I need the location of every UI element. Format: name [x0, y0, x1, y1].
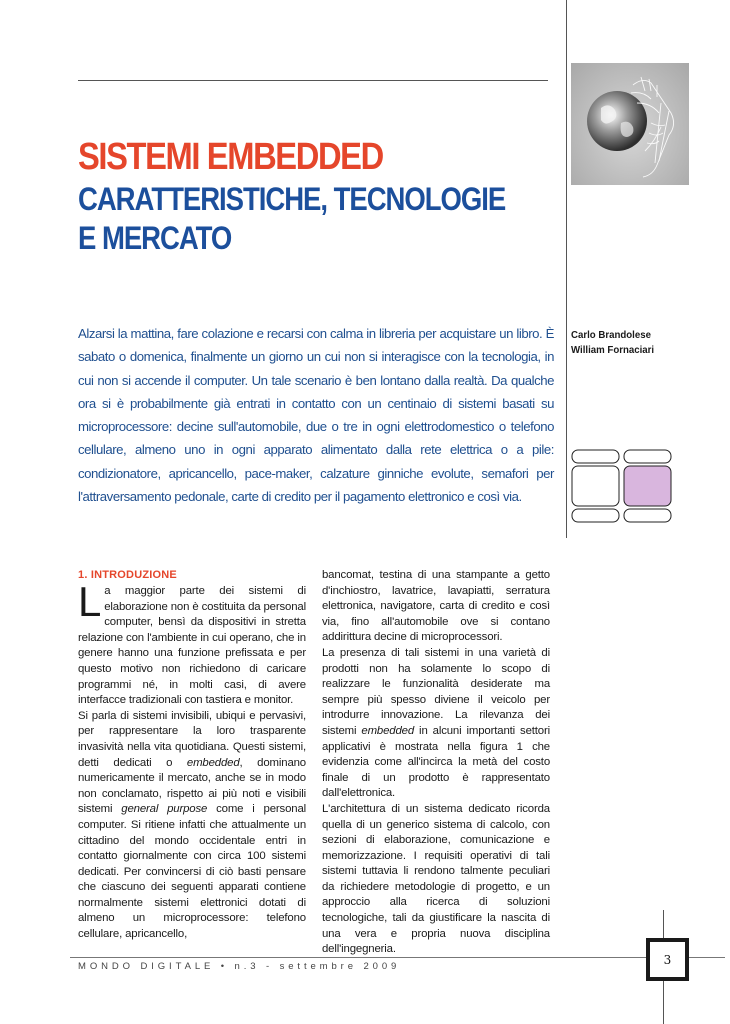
article-title: SISTEMI EMBEDDED — [78, 136, 383, 178]
author-list — [571, 328, 709, 358]
hand-globe-illustration — [571, 63, 689, 185]
paragraph: La presenza di tali sistemi in una varietà di prodotti non ha solamente lo scopo di realizzare le funzionalità desiderate ma sempre più spesso diviene il veicolo per introdurre innovazione. La rilevanza dei sistemi embedded in alcuni importanti settori applicativi è mostrata nella figura 1 che evidenzia come all'incirca la metà del costo finale di un prodotto è rappresentato dall'elettronica. — [322, 646, 551, 800]
article-subtitle — [78, 180, 560, 258]
author-name: Carlo Brandolese — [571, 329, 651, 341]
paragraph: La maggior parte dei sistemi di elaborazione non è costituita da personal computer, bensì da dispositivi in stretta relazione con l'ambiente in cui operano, che in genere hanno una funzione prefissata e per questo motivo non richiedono di caricare programmi né, in molti casi, di avere interfacce tradizionali con tastiera e monitor. — [78, 578, 306, 707]
page-number: 3 — [650, 942, 685, 977]
abstract: Alzarsi la mattina, fare colazione e recarsi con calma in libreria per acquistare un libro. È sabato o domenica, finalmente un giorno un cui non si interagisce con la tecnologia, in cui non si accende il computer. Un tale scenario è ben lontano dalla realtà. Da qualche ora si è probabilmente già entrati in contatto con un centinaio di sistemi basati su microprocessore: decine sull'automobile, due o tre in ogni elettrodomestico o telefono cellulare, almeno uno in ogni apparato alimentato dalla rete elettrica o a pile: condizionatore, apricancello, pace-maker, calzature ginniche evolute, semafori per l'attraversamento pedonale, carte di credito per il pagamento elettronico e così via. — [78, 326, 554, 505]
block-diagram-decoration — [569, 448, 677, 526]
subtitle-line-2: E MERCATO — [78, 220, 232, 256]
drop-cap: L — [78, 578, 102, 625]
subtitle-line-1: CARATTERISTICHE, TECNOLOGIE — [78, 181, 506, 217]
top-rule — [78, 80, 548, 81]
body-column-left — [78, 568, 306, 943]
paragraph: bancomat, testina di una stampante a getto d'inchiostro, lavatrice, lavapiatti, serratura elettronica, navigatore, carta di credito e così via, fino all'automobile ove si contano addirittura decine di microprocessori. — [322, 569, 550, 644]
section-heading: 1. INTRODUZIONE — [78, 569, 177, 581]
highlight-block — [624, 466, 671, 506]
body-column-right — [322, 568, 550, 958]
journal-footer: MONDO DIGITALE • n.3 - settembre 2009 — [78, 961, 401, 972]
paragraph: Si parla di sistemi invisibili, ubiqui e pervasivi, per rappresentare la loro trasparente invasività nella vita quotidiana. Questi sistemi, detti dedicati o embedded, dominano numericamente il mercato, anche se in modo non conclamato, rispetto ai più noti e visibili sistemi general purpose come i personal computer. Si ritiene infatti che attualmente un cittadino del mondo occidentale entri in contatto giornalmente con circa 100 sistemi dedicati. Per convincersi di ciò basti pensare che ciascuno dei seguenti apparati contiene normalmente sistemi elettronici dotati di almeno un microprocessore: telefono cellulare, apricancello, — [78, 709, 307, 941]
vertical-rule — [566, 0, 567, 538]
author-name: William Fornaciari — [571, 344, 655, 356]
paragraph: L'architettura di un sistema dedicato ricorda quella di un generico sistema di calcolo, con sezioni di elaborazione, comunicazione e memorizzazione. I requisiti operativi di tali sistemi tuttavia li rendono talmente peculiari da richiedere metodologie di progetto, e un approccio alla ricerca di soluzioni tecnologiche, tali da giustificare la nascita di una vera e propria nuova disciplina dell'ingegneria. — [322, 802, 550, 956]
page-number-box — [646, 938, 689, 981]
hand-globe-icon — [571, 63, 689, 185]
